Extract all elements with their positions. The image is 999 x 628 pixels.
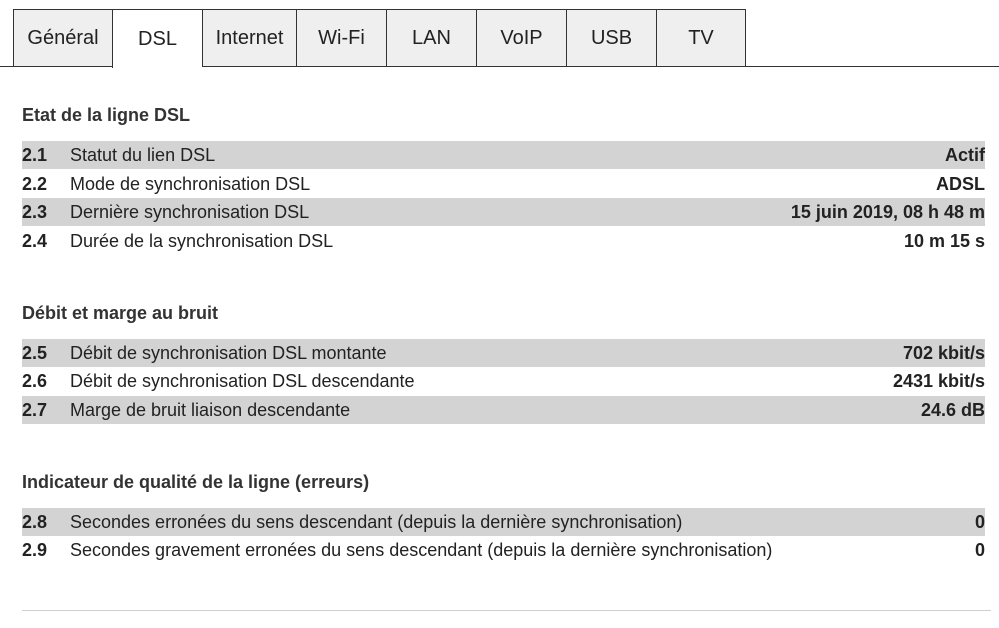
tab-voip[interactable]: VoIP (476, 9, 566, 67)
table-row (22, 227, 985, 255)
row-number: 2.9 (22, 539, 48, 560)
row-label: Secondes gravement erronées du sens descendant (depuis la dernière synchronisation) (70, 539, 773, 560)
row-value: 2431 kbit/s (892, 370, 985, 391)
tab-bar (0, 0, 999, 68)
row-value: 702 kbit/s (902, 342, 985, 363)
row-label: Mode de synchronisation DSL (70, 173, 311, 194)
row-label: Dernière synchronisation DSL (70, 201, 310, 222)
tab-usb[interactable]: USB (566, 9, 656, 67)
row-label: Secondes erronées du sens descendant (depuis la dernière synchronisation) (70, 511, 683, 532)
table-row (22, 141, 985, 169)
row-number: 2.6 (22, 370, 48, 391)
row-number: 2.4 (22, 230, 48, 251)
section-title-line-quality: Indicateur de qualité de la ligne (erreurs) (22, 472, 370, 492)
section-title-rate-noise: Débit et marge au bruit (22, 303, 219, 323)
table-row (22, 339, 985, 367)
row-label: Statut du lien DSL (70, 144, 216, 165)
tab-wifi[interactable]: Wi-Fi (296, 9, 386, 67)
row-label: Débit de synchronisation DSL montante (70, 342, 387, 363)
row-number: 2.7 (22, 399, 48, 420)
bottom-divider (22, 610, 991, 611)
row-label: Durée de la synchronisation DSL (70, 230, 334, 251)
table-row (22, 198, 985, 226)
row-number: 2.1 (22, 144, 48, 165)
section-title-dsl-status: Etat de la ligne DSL (22, 105, 191, 125)
row-value: ADSL (936, 173, 985, 194)
table-row (22, 508, 985, 536)
row-value: 0 (974, 539, 985, 560)
tab-tv[interactable]: TV (656, 9, 746, 67)
row-label: Débit de synchronisation DSL descendante (70, 370, 415, 391)
row-value: 10 m 15 s (903, 230, 985, 251)
tab-dsl[interactable]: DSL (112, 9, 202, 68)
table-row (22, 170, 985, 198)
row-value: 24.6 dB (920, 399, 985, 420)
row-value: Actif (945, 144, 985, 165)
row-value: 0 (974, 511, 985, 532)
row-value: 15 juin 2019, 08 h 48 m (790, 201, 985, 222)
row-label: Marge de bruit liaison descendante (70, 399, 351, 420)
table-row (22, 396, 985, 424)
tab-general[interactable]: Général (13, 9, 112, 67)
row-number: 2.2 (22, 173, 48, 194)
tab-lan[interactable]: LAN (386, 9, 476, 67)
row-number: 2.8 (22, 511, 48, 532)
row-number: 2.3 (22, 201, 48, 222)
tab-internet[interactable]: Internet (202, 9, 296, 67)
row-number: 2.5 (22, 342, 48, 363)
table-row (22, 367, 985, 395)
table-row (22, 536, 985, 564)
